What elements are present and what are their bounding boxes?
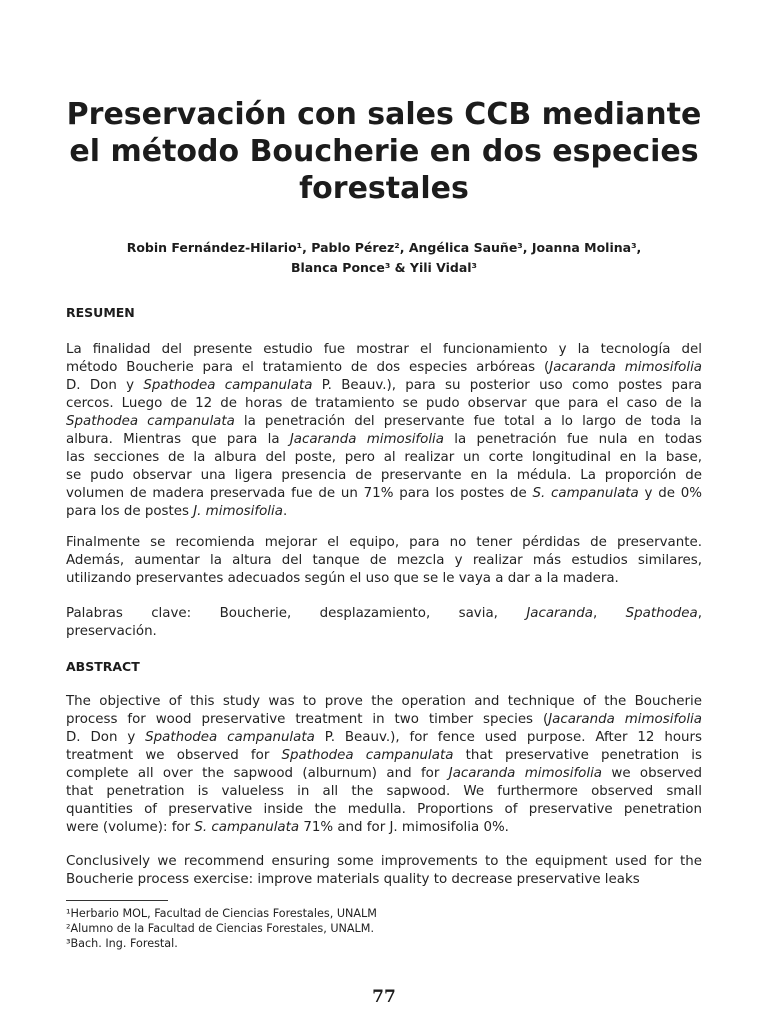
text-line: that penetration is valueless in all the sapwood. We furthermore observed small (66, 784, 702, 799)
footnote: ³Bach. Ing. Forestal. (66, 937, 178, 950)
abstract-paragraph-1 (66, 693, 702, 837)
title-line: forestales (299, 171, 469, 206)
resumen-paragraph-1 (66, 341, 702, 521)
paper-title (60, 96, 708, 207)
text-line: treatment we observed for Spathodea campanulata that preservative penetration is (66, 748, 702, 763)
title-line: el método Boucherie en dos especies (69, 134, 699, 169)
text-line: Boucherie process exercise: improve materials quality to decrease preservative leaks (66, 872, 640, 887)
text-line: se pudo observar una ligera presencia de preservante en la médula. La proporción de (66, 468, 702, 483)
resumen-paragraph-2 (66, 534, 702, 588)
text-line: preservación. (66, 624, 157, 639)
text-line: para los de postes J. mimosifolia. (66, 504, 288, 519)
abstract-heading: ABSTRACT (66, 659, 140, 674)
text-line: D. Don y Spathodea campanulata P. Beauv.), for fence used purpose. After 12 hours (66, 730, 702, 745)
text-line: cercos. Luego de 12 de horas de tratamiento se pudo observar que para el caso de la (66, 396, 702, 411)
text-line: Conclusively we recommend ensuring some improvements to the equipment used for the (66, 854, 702, 869)
author-line: Blanca Ponce³ & Yili Vidal³ (290, 260, 478, 275)
text-line: método Boucherie para el tratamiento de dos especies arbóreas (Jacaranda mimosifolia (66, 360, 702, 375)
text-line: D. Don y Spathodea campanulata P. Beauv.), para su posterior uso como postes para (66, 378, 702, 393)
text-line: utilizando preservantes adecuados según el uso que se le vaya a dar a la madera. (66, 571, 619, 586)
abstract-paragraph-2 (66, 853, 702, 889)
text-line: The objective of this study was to prove the operation and technique of the Boucherie (66, 694, 702, 709)
footnote: ¹Herbario MOL, Facultad de Ciencias Forestales, UNALM (66, 907, 377, 920)
author-list (60, 238, 708, 278)
footnotes (66, 906, 377, 951)
text-line: process for wood preservative treatment in two timber species (Jacaranda mimosifolia (66, 712, 702, 727)
title-line: Preservación con sales CCB mediante (66, 97, 702, 132)
text-line: Finalmente se recomienda mejorar el equipo, para no tener pérdidas de preservante. (66, 535, 702, 550)
footnote-divider (66, 900, 168, 901)
text-line: Palabras clave: Boucherie, desplazamiento, savia, Jacaranda, Spathodea, (66, 606, 702, 621)
footnote: ²Alumno de la Facultad de Ciencias Forestales, UNALM. (66, 922, 375, 935)
author-line: Robin Fernández-Hilario¹, Pablo Pérez², Angélica Sauñe³, Joanna Molina³, (126, 240, 642, 255)
text-line: Además, aumentar la altura del tanque de mezcla y realizar más estudios similares, (66, 553, 702, 568)
text-line: albura. Mientras que para la Jacaranda mimosifolia la penetración fue nula en todas (66, 432, 702, 447)
text-line: La finalidad del presente estudio fue mostrar el funcionamiento y la tecnología del (66, 342, 702, 357)
text-line: volumen de madera preservada fue de un 71% para los postes de S. campanulata y de 0% (66, 486, 702, 501)
text-line: las secciones de la albura del poste, pero al realizar un corte longitudinal en la base, (66, 450, 702, 465)
text-line: complete all over the sapwood (alburnum) and for Jacaranda mimosifolia we observed (66, 766, 703, 781)
text-line: Spathodea campanulata la penetración del preservante fue total a lo largo de toda la (66, 414, 702, 429)
text-line: quantities of preservative inside the medulla. Proportions of preservative penetration (66, 802, 702, 817)
resumen-heading: RESUMEN (66, 305, 135, 320)
text-line: were (volume): for S. campanulata 71% and for J. mimosifolia 0%. (66, 820, 509, 835)
keywords-paragraph (66, 605, 702, 641)
page-number: 77 (372, 987, 396, 1007)
